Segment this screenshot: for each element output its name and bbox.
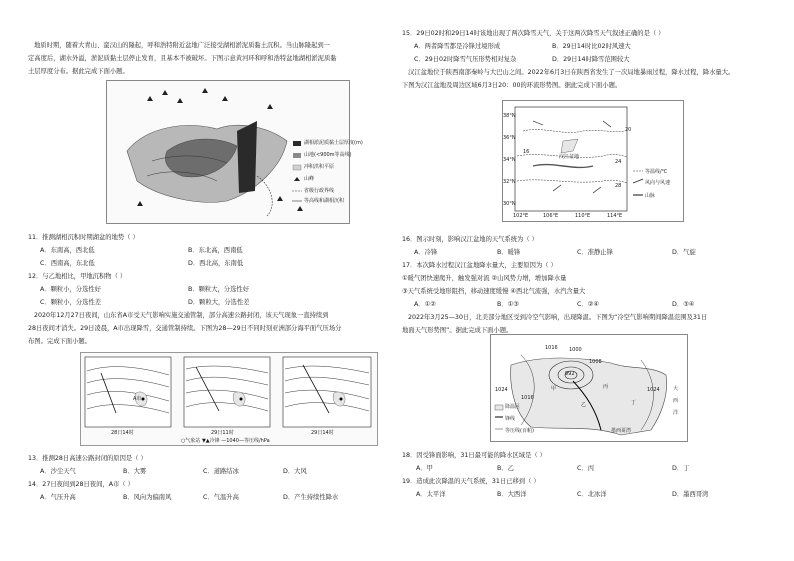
q14-stem: 14．27日夜间到28日夜间，A市（ ） <box>28 481 134 488</box>
legend-swatch-1 <box>293 141 301 146</box>
ocean-char-2: 西 <box>673 398 679 404</box>
pressure-map-2 <box>184 357 270 427</box>
q15-option-a[interactable]: A．两者降雪都是冷锋过境形成 <box>414 43 501 50</box>
q18-option-b[interactable]: B．乙 <box>497 465 514 472</box>
pressure-maps-legend: ○气象站 ▼▲冷锋 —1040—等压线/hPa <box>181 438 270 444</box>
city-a-label: A市 <box>133 396 142 402</box>
left-column <box>28 0 398 561</box>
gulf-label: 墨西哥湾 <box>611 428 632 434</box>
han-basin-map <box>502 100 684 222</box>
intro2-line-3: 布图。完成下面小题。 <box>28 338 91 345</box>
basin-label: 汉江盆地 <box>559 154 580 160</box>
legend-isobar-label: 等压线(百帕) <box>505 428 534 434</box>
q19-option-c[interactable]: C．北冰洋 <box>577 491 607 498</box>
lat-label-36: 36°N <box>503 135 516 141</box>
q12-option-a[interactable]: A．颗粒小，分选性好 <box>40 286 101 293</box>
q15-stem: 15．29日02时和29日14时该地出现了两次降雪天气，关于这两次降雪天气叙述正确的是（ ） <box>402 30 665 37</box>
isobar-label-1016: 1016 <box>545 345 558 351</box>
intro3-line-2: 下图为汉江盆地及周边区域6月3日20：00的环流形势图。据此完成下面小题。 <box>402 82 622 89</box>
legend-cooling-swatch <box>495 405 503 410</box>
isobar-label-1024-west: 1024 <box>495 387 508 393</box>
q16-option-d[interactable]: D．气旋 <box>672 249 696 256</box>
place-bing: 丙 <box>603 384 609 390</box>
q13-option-c[interactable]: C．道路结冰 <box>203 468 239 475</box>
isotherm-label-16: 16 <box>523 149 530 155</box>
q17-statement-1: ①暖气团快速爬升，触发强对流 ②山风势力增，增加降水量 <box>402 275 567 282</box>
isobar-label-1024-east: 1024 <box>647 387 660 393</box>
isotherm-label-20: 20 <box>625 127 632 133</box>
q17-option-d[interactable]: D．③④ <box>672 301 695 308</box>
isobar-label-1008: 1008 <box>589 359 602 365</box>
lat-label-32: 32°N <box>503 179 516 185</box>
pressure-map-2-label: 29日11时 <box>211 430 234 436</box>
q13-stem: 13．推测28日高速公路封闭的原因是（ ） <box>28 455 147 462</box>
q14-option-d[interactable]: D．产生持续性降水 <box>283 494 339 501</box>
q13-option-a[interactable]: A．沙尘天气 <box>40 468 76 475</box>
q17-option-b[interactable]: B．①③ <box>497 301 519 308</box>
q19-option-b[interactable]: B．大西洋 <box>497 491 527 498</box>
lat-label-30: 30°N <box>503 201 516 207</box>
basin-thickness-map <box>106 80 363 224</box>
intro1-line-1: 地质时期，随着大青山、蛮汉山的隆起，呼和浩特附近盆地广泛接受湖相淤泥质黏土沉积。当山脉隆起到一 <box>34 42 330 49</box>
legend-label-2: 山地(<900m等高线) <box>304 152 352 158</box>
legend-iso-label: 等温线/℃ <box>645 169 668 175</box>
q14-option-c[interactable]: C．气温升高 <box>203 494 239 501</box>
q12-option-c[interactable]: C．颗粒小，分选性差 <box>40 299 102 306</box>
q18-option-d[interactable]: D．丁 <box>672 465 690 472</box>
q17-stem: 17．本次降水过程汉江盆地降水量大，主要原因为（ ） <box>402 262 557 269</box>
q18-option-c[interactable]: C．丙 <box>577 465 594 472</box>
q12-option-d[interactable]: D．颗粒大，分选性差 <box>188 299 250 306</box>
q12-option-b[interactable]: B．颗粒大，分选性好 <box>188 286 249 293</box>
legend-swatch-2 <box>293 153 301 158</box>
legend-label-5: 省级行政界线 <box>304 188 335 194</box>
q17-option-a[interactable]: A．①② <box>414 301 436 308</box>
place-ding: 丁 <box>631 400 637 406</box>
mountain-strip <box>237 121 257 193</box>
han-basin-svg <box>503 101 683 221</box>
q11-option-b[interactable]: B．东北高，西南低 <box>188 247 243 254</box>
q14-option-a[interactable]: A．气压升高 <box>40 494 76 501</box>
place-yi: 乙 <box>581 402 587 408</box>
pressure-maps-panel <box>80 352 378 446</box>
q11-stem: 11．推测湖相沉积时期湖盆的地势（ ） <box>28 234 139 241</box>
legend-label-3: 冲积洪积平原 <box>304 164 335 170</box>
isobar-label-1000: 1000 <box>569 347 582 353</box>
ocean-char-3: 洋 <box>673 410 679 416</box>
intro1-line-2: 定高度后，湖水外溢，淤泥质黏土层停止发育，且基本不被破坏。下图示意黄河环和呼和浩特盆地湖相淤泥质黏 <box>28 55 337 62</box>
pressure-map-1-label: 28日14时 <box>111 430 134 436</box>
legend-cooling-label: 降温区 <box>505 404 521 410</box>
lon-label-106: 106°E <box>543 213 559 219</box>
lat-label-34: 34°N <box>503 157 516 163</box>
lon-label-114: 114°E <box>607 213 623 219</box>
q15-option-d[interactable]: D．29日14时降雪范围较大 <box>552 56 630 63</box>
legend-label-6: 等高线和湖相沉积 <box>304 198 345 204</box>
q19-stem: 19．造成此次降温的天气系统，31日已移到（ ） <box>402 478 540 485</box>
lon-label-110: 110°E <box>575 213 591 219</box>
intro1-line-3: 土层厚度分布。据此完成下面小题。 <box>28 68 129 75</box>
place-jia: 甲 <box>551 386 557 392</box>
isobar-label-1016-west: 1016 <box>521 395 534 401</box>
isotherm-label-28: 28 <box>615 183 622 189</box>
q16-option-c[interactable]: C．准静止锋 <box>577 249 613 256</box>
north-america-map <box>490 334 688 442</box>
q15-option-b[interactable]: B．29日14时比02时风速大 <box>552 43 631 50</box>
q19-option-d[interactable]: D．墨西哥湾 <box>672 491 709 498</box>
ocean-char-1: 大 <box>673 386 679 392</box>
q13-option-b[interactable]: B．大雾 <box>123 468 147 475</box>
legend-swatch-4 <box>294 177 300 181</box>
q17-option-c[interactable]: C．②④ <box>577 301 599 308</box>
q14-option-b[interactable]: B．风向为偏南风 <box>123 494 172 501</box>
q16-option-b[interactable]: B．暖锋 <box>497 249 521 256</box>
lat-label-38: 38°N <box>503 113 516 119</box>
cooling-zone <box>511 358 667 435</box>
q16-option-a[interactable]: A．冷锋 <box>414 249 438 256</box>
q15-option-c[interactable]: C．29日02时降雪气压形势相对复杂 <box>414 56 517 63</box>
legend-mountain-label: 山脉 <box>645 193 656 199</box>
intro2-line-2: 28日夜间才消失。29日凌晨，A市出现降雪，交通管制持续。下图为28—29日不同时刻亚洲部分海平面气压场分 <box>28 325 342 332</box>
isotherm-label-24: 24 <box>615 159 622 165</box>
right-column <box>402 0 772 561</box>
q11-option-c[interactable]: C．西南高，东北低 <box>40 260 95 267</box>
q11-option-a[interactable]: A．东南高，西北低 <box>40 247 95 254</box>
q12-stem: 12．与乙地相比，甲地沉积物（ ） <box>28 273 127 280</box>
pressure-map-3-label: 29日14时 <box>311 430 334 436</box>
pressure-map-1 <box>85 357 171 427</box>
pressure-map-3 <box>283 357 371 427</box>
intro3-line-1: 汉江盆地位于陕西南部秦岭与大巴山之间。2022年6月3日在陕西省发生了一次局地暴雨过程，降水过程，降水量大。 <box>408 69 735 76</box>
legend-swatch-3 <box>293 165 301 170</box>
isobar-label-992: 992 <box>565 371 575 377</box>
legend-label-4: 山峰 <box>304 176 315 182</box>
intro4-line-1: 2022年3月25—30日，北美部分地区受到冷空气影响，出现降温。下图为“冷空气影响期间降温范围及31日 <box>408 314 708 321</box>
intro2-line-1: 2020年12月27日夜间，山东省A市受天气影响实施交通管制，部分高速公路封闭，该天气现象一直持续到 <box>34 312 329 319</box>
intro4-line-2: 地面天气形势图”。据此完成下面小题。 <box>402 327 513 334</box>
q13-option-d[interactable]: D．大风 <box>283 468 307 475</box>
legend-wind-label: 风向与风速 <box>645 180 671 186</box>
q19-option-a[interactable]: A．太平洋 <box>416 491 446 498</box>
legend-wind-swatch <box>633 179 643 183</box>
q18-option-a[interactable]: A．甲 <box>416 465 433 472</box>
legend-front-label: 锋线 <box>505 416 516 422</box>
q16-stem: 16．图示时刻，影响汉江盆地的天气系统为（ ） <box>402 236 538 243</box>
q18-stem: 18．因受锋面影响，31日最可能的降水区域是（ ） <box>402 452 546 459</box>
q11-option-d[interactable]: D．西北高，东南低 <box>188 260 244 267</box>
lon-label-102: 102°E <box>513 213 529 219</box>
q17-statement-2: ③天气系统受地形阻挡，移动速度缓慢 ④西北气流强，水汽含量大 <box>402 288 586 295</box>
legend-label-1: 湖相淤泥质黏土层厚度(m) <box>304 140 363 146</box>
